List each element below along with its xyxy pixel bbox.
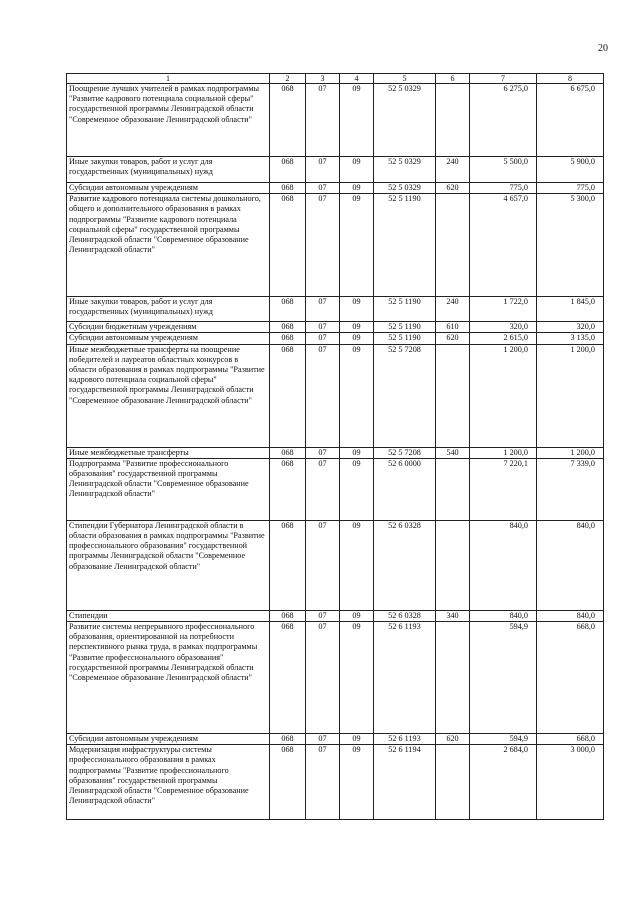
section-cell: 07 (306, 157, 340, 183)
table-row (67, 84, 604, 157)
header-cell: 2 (270, 74, 306, 84)
subsection-cell: 09 (340, 157, 374, 183)
row-name-cell: Субсидии автономным учреждениям (67, 734, 270, 745)
amount-year1-cell: 775,0 (470, 183, 537, 194)
subsection-cell: 09 (340, 194, 374, 297)
ved-cell: 068 (270, 84, 306, 157)
amount-year1-cell: 1 200,0 (470, 447, 537, 458)
amount-year1-cell: 2 684,0 (470, 745, 537, 820)
header-cell: 4 (340, 74, 374, 84)
table-row (67, 194, 604, 297)
amount-year1-cell: 1 722,0 (470, 297, 537, 322)
amount-year1-cell: 7 220,1 (470, 458, 537, 520)
row-name-cell: Иные межбюджетные трансферты (67, 447, 270, 458)
amount-year1-cell: 2 615,0 (470, 333, 537, 344)
table-row (67, 333, 604, 344)
table-row (67, 344, 604, 447)
expense-type-cell: 620 (436, 333, 470, 344)
amount-year2-cell: 840,0 (537, 520, 604, 610)
target-article-cell: 52 6 0328 (374, 610, 436, 621)
amount-year2-cell: 1 845,0 (537, 297, 604, 322)
amount-year1-cell: 320,0 (470, 322, 537, 333)
subsection-cell: 09 (340, 333, 374, 344)
subsection-cell: 09 (340, 84, 374, 157)
header-cell: 5 (374, 74, 436, 84)
row-name-cell: Субсидии автономным учреждениям (67, 183, 270, 194)
ved-cell: 068 (270, 520, 306, 610)
section-cell: 07 (306, 622, 340, 734)
table-row (67, 322, 604, 333)
expense-type-cell (436, 520, 470, 610)
row-name-cell: Субсидии бюджетным учреждениям (67, 322, 270, 333)
table-header-row (67, 74, 604, 84)
ved-cell: 068 (270, 297, 306, 322)
expense-type-cell (436, 344, 470, 447)
ved-cell: 068 (270, 194, 306, 297)
amount-year1-cell: 5 500,0 (470, 157, 537, 183)
subsection-cell: 09 (340, 520, 374, 610)
ved-cell: 068 (270, 745, 306, 820)
target-article-cell: 52 5 0329 (374, 183, 436, 194)
row-name-cell: Иные межбюджетные трансферты на поощрение победителей и лауреатов областных конкурсов в области образования в рамках подпрограммы "Развитие кадрового потенциала социальной сферы" государственной программы Ленинградской области "Современное образование Ленинградской области" (67, 344, 270, 447)
section-cell: 07 (306, 610, 340, 621)
target-article-cell: 52 6 0000 (374, 458, 436, 520)
page-number: 20 (598, 43, 608, 54)
row-name-cell: Развитие системы непрерывного профессионального образования, ориентированной на потребности перспективного рынка труда, в рамках подпрограммы "Развитие профессионального образования" государственной программы Ленинградской области "Современное образование Ленинградской области" (67, 622, 270, 734)
row-name-cell: Иные закупки товаров, работ и услуг для государственных (муниципальных) нужд (67, 157, 270, 183)
target-article-cell: 52 6 1193 (374, 734, 436, 745)
budget-table (66, 73, 604, 820)
target-article-cell: 52 6 0328 (374, 520, 436, 610)
header-cell: 1 (67, 74, 270, 84)
row-name-cell: Подпрограмма "Развитие профессионального образования" государственной программы Ленинградской области "Современное образование Ленинградской области" (67, 458, 270, 520)
subsection-cell: 09 (340, 610, 374, 621)
expense-type-cell: 620 (436, 734, 470, 745)
row-name-cell: Развитие кадрового потенциала системы дошкольного, общего и дополнительного образования в рамках подпрограммы "Развитие кадрового потенциала социальной сферы" государственной программы Ленинградской области "Современное образование Ленинградской области" (67, 194, 270, 297)
table-row (67, 745, 604, 820)
row-name-cell: Стипендии Губернатора Ленинградской области в области образования в рамках подпрограммы "Развитие профессионального образования" государственной программы Ленинградской области "Современное образование Ленинградской области" (67, 520, 270, 610)
amount-year2-cell: 3 000,0 (537, 745, 604, 820)
subsection-cell: 09 (340, 344, 374, 447)
table-row (67, 157, 604, 183)
ved-cell: 068 (270, 333, 306, 344)
amount-year2-cell: 668,0 (537, 622, 604, 734)
section-cell: 07 (306, 447, 340, 458)
target-article-cell: 52 5 1190 (374, 194, 436, 297)
target-article-cell: 52 5 0329 (374, 84, 436, 157)
subsection-cell: 09 (340, 322, 374, 333)
ved-cell: 068 (270, 610, 306, 621)
subsection-cell: 09 (340, 458, 374, 520)
table-row (67, 622, 604, 734)
amount-year1-cell: 840,0 (470, 520, 537, 610)
amount-year2-cell: 3 135,0 (537, 333, 604, 344)
header-cell: 8 (537, 74, 604, 84)
subsection-cell: 09 (340, 447, 374, 458)
amount-year2-cell: 6 675,0 (537, 84, 604, 157)
amount-year1-cell: 594,9 (470, 734, 537, 745)
section-cell: 07 (306, 183, 340, 194)
ved-cell: 068 (270, 458, 306, 520)
ved-cell: 068 (270, 447, 306, 458)
section-cell: 07 (306, 344, 340, 447)
target-article-cell: 52 6 1193 (374, 622, 436, 734)
section-cell: 07 (306, 84, 340, 157)
target-article-cell: 52 6 1194 (374, 745, 436, 820)
expense-type-cell (436, 745, 470, 820)
table-row (67, 447, 604, 458)
header-cell: 6 (436, 74, 470, 84)
subsection-cell: 09 (340, 183, 374, 194)
target-article-cell: 52 5 7208 (374, 344, 436, 447)
amount-year1-cell: 840,0 (470, 610, 537, 621)
row-name-cell: Субсидии автономным учреждениям (67, 333, 270, 344)
subsection-cell: 09 (340, 734, 374, 745)
amount-year2-cell: 1 200,0 (537, 447, 604, 458)
table-row (67, 520, 604, 610)
amount-year2-cell: 5 900,0 (537, 157, 604, 183)
expense-type-cell (436, 458, 470, 520)
ved-cell: 068 (270, 157, 306, 183)
table-row (67, 297, 604, 322)
ved-cell: 068 (270, 344, 306, 447)
amount-year1-cell: 6 275,0 (470, 84, 537, 157)
amount-year2-cell: 668,0 (537, 734, 604, 745)
ved-cell: 068 (270, 622, 306, 734)
expense-type-cell: 620 (436, 183, 470, 194)
target-article-cell: 52 5 0329 (374, 157, 436, 183)
amount-year1-cell: 594,9 (470, 622, 537, 734)
target-article-cell: 52 5 1190 (374, 297, 436, 322)
table-row (67, 734, 604, 745)
amount-year1-cell: 4 657,0 (470, 194, 537, 297)
amount-year2-cell: 320,0 (537, 322, 604, 333)
amount-year2-cell: 1 200,0 (537, 344, 604, 447)
row-name-cell: Поощрение лучших учителей в рамках подпрограммы "Развитие кадрового потенциала социальной сферы" государственной программы Ленинградской области "Современное образование Ленинградской области" (67, 84, 270, 157)
section-cell: 07 (306, 520, 340, 610)
target-article-cell: 52 5 1190 (374, 322, 436, 333)
expense-type-cell: 240 (436, 297, 470, 322)
target-article-cell: 52 5 7208 (374, 447, 436, 458)
expense-type-cell: 540 (436, 447, 470, 458)
ved-cell: 068 (270, 322, 306, 333)
section-cell: 07 (306, 194, 340, 297)
row-name-cell: Модернизация инфраструктуры системы профессионального образования в рамках подпрограммы "Развитие профессионального образования" государственной программы Ленинградской области "Современное образование Ленинградской области" (67, 745, 270, 820)
expense-type-cell (436, 84, 470, 157)
section-cell: 07 (306, 333, 340, 344)
expense-type-cell: 340 (436, 610, 470, 621)
subsection-cell: 09 (340, 297, 374, 322)
ved-cell: 068 (270, 183, 306, 194)
ved-cell: 068 (270, 734, 306, 745)
section-cell: 07 (306, 745, 340, 820)
section-cell: 07 (306, 322, 340, 333)
row-name-cell: Стипендии (67, 610, 270, 621)
amount-year2-cell: 7 339,0 (537, 458, 604, 520)
amount-year2-cell: 840,0 (537, 610, 604, 621)
amount-year2-cell: 775,0 (537, 183, 604, 194)
section-cell: 07 (306, 297, 340, 322)
expense-type-cell: 240 (436, 157, 470, 183)
header-cell: 3 (306, 74, 340, 84)
expense-type-cell: 610 (436, 322, 470, 333)
section-cell: 07 (306, 734, 340, 745)
table-row (67, 183, 604, 194)
header-cell: 7 (470, 74, 537, 84)
expense-type-cell (436, 194, 470, 297)
amount-year2-cell: 5 300,0 (537, 194, 604, 297)
section-cell: 07 (306, 458, 340, 520)
table-row (67, 610, 604, 621)
table-row (67, 458, 604, 520)
expense-type-cell (436, 622, 470, 734)
amount-year1-cell: 1 200,0 (470, 344, 537, 447)
subsection-cell: 09 (340, 622, 374, 734)
target-article-cell: 52 5 1190 (374, 333, 436, 344)
subsection-cell: 09 (340, 745, 374, 820)
row-name-cell: Иные закупки товаров, работ и услуг для государственных (муниципальных) нужд (67, 297, 270, 322)
